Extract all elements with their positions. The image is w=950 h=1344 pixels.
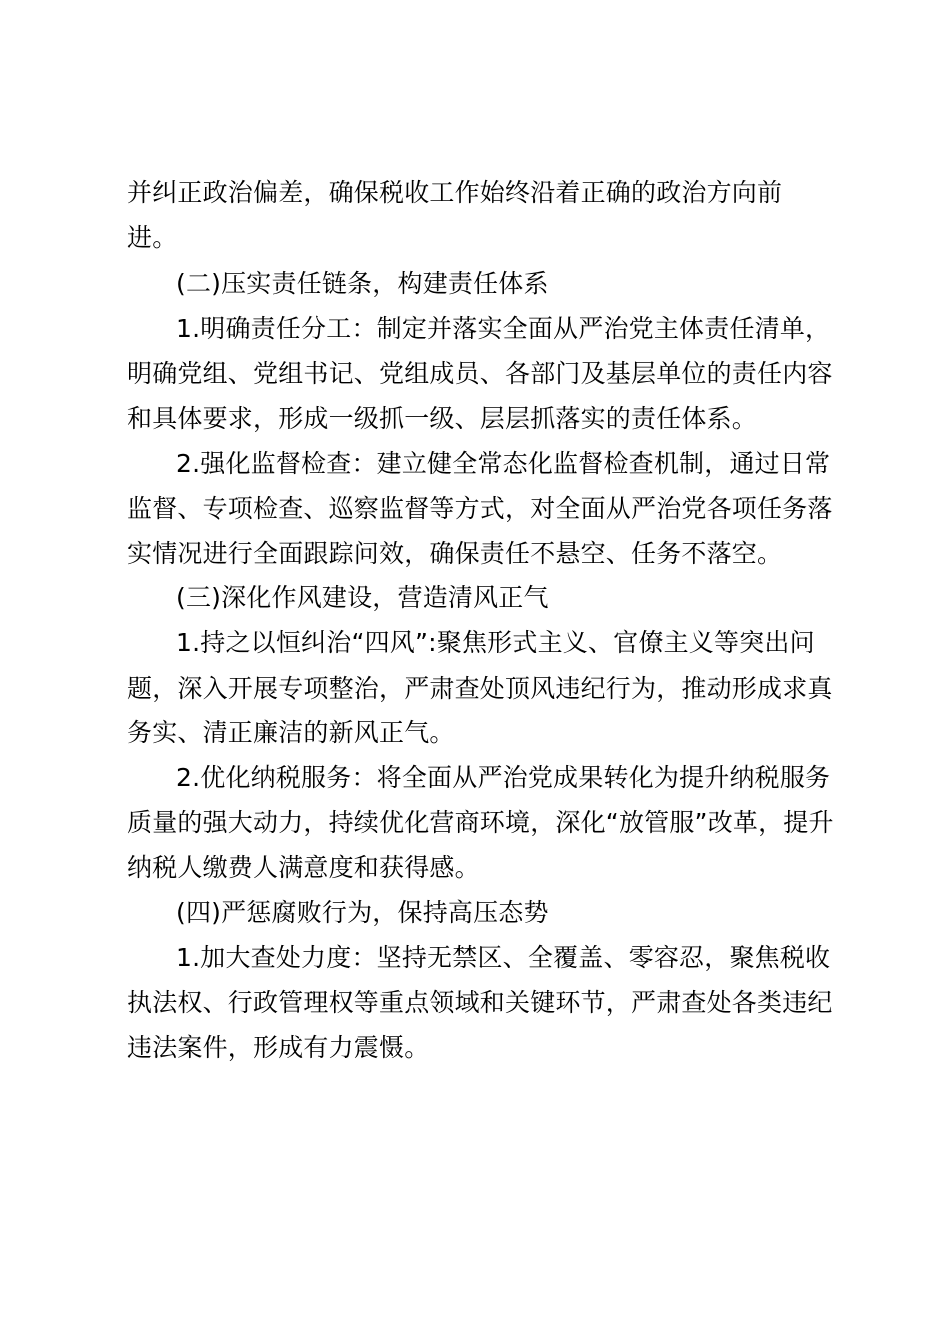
paragraph-line: 1.持之以恒纠治“四风”:聚焦形式主义、官僚主义等突出问 <box>176 628 815 657</box>
section-heading: (四)严惩腐败行为，保持高压态势 <box>176 898 549 927</box>
paragraph-line: 题，深入开展专项整治，严肃查处顶风违纪行为，推动形成求真 <box>127 674 833 703</box>
paragraph-line: 和具体要求，形成一级抓一级、层层抓落实的责任体系。 <box>127 404 758 433</box>
paragraph-line: 2.优化纳税服务：将全面从严治党成果转化为提升纳税服务 <box>176 763 831 792</box>
paragraph-line: 1.加大查处力度：坚持无禁区、全覆盖、零容忍，聚焦税收 <box>176 943 831 972</box>
section-heading: (三)深化作风建设，营造清风正气 <box>176 583 549 612</box>
paragraph-line: 2.强化监督检查：建立健全常态化监督检查机制，通过日常 <box>176 449 831 478</box>
paragraph-line: 执法权、行政管理权等重点领域和关键环节，严肃查处各类违纪 <box>127 988 833 1017</box>
paragraph-line: 实情况进行全面跟踪问效，确保责任不悬空、任务不落空。 <box>127 539 783 568</box>
paragraph-line: 进。 <box>127 223 178 252</box>
paragraph-line: 并纠正政治偏差，确保税收工作始终沿着正确的政治方向前 <box>127 178 783 207</box>
section-heading: (二)压实责任链条，构建责任体系 <box>176 269 549 298</box>
paragraph-line: 1.明确责任分工：制定并落实全面从严治党主体责任清单， <box>176 314 831 343</box>
paragraph-line: 违法案件，形成有力震慑。 <box>127 1033 430 1062</box>
paragraph-line: 纳税人缴费人满意度和获得感。 <box>127 853 480 882</box>
paragraph-line: 监督、专项检查、巡察监督等方式，对全面从严治党各项任务落 <box>127 494 833 523</box>
paragraph-line: 质量的强大动力，持续优化营商环境，深化“放管服”改革，提升 <box>127 808 834 837</box>
paragraph-line: 明确党组、党组书记、党组成员、各部门及基层单位的责任内容 <box>127 359 833 388</box>
paragraph-line: 务实、清正廉洁的新风正气。 <box>127 718 455 747</box>
